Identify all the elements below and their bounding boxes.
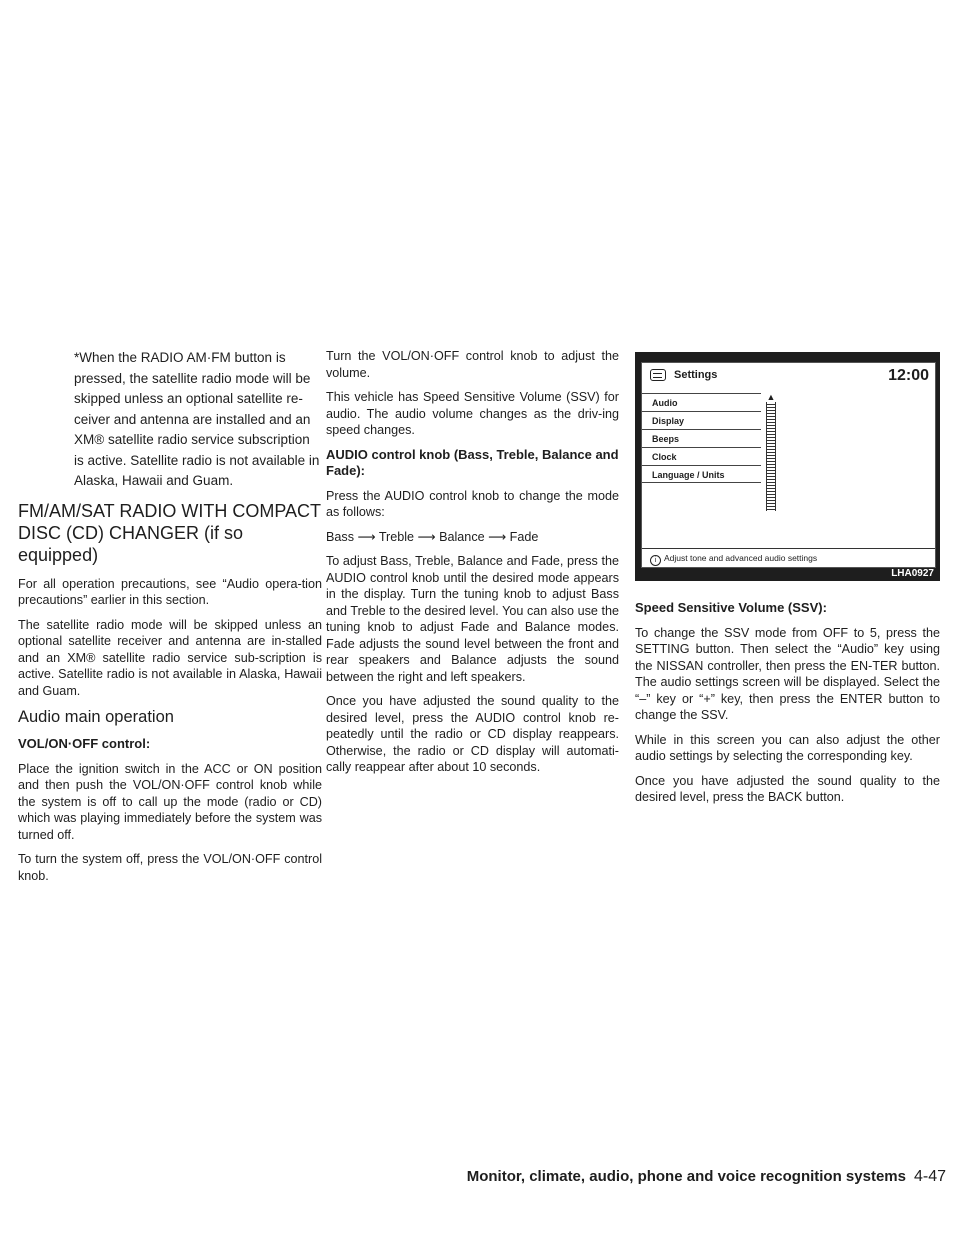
satellite-paragraph: The satellite radio mode will be skipped unless an optional satellite receiver and antenna are in-stalled and an XM® satellite radio service sub-scription is active. Satellite radio is not available in Alaska, Hawaii and Guam. [18,617,322,698]
menu-item-language-units[interactable]: Language / Units [642,465,761,483]
screen-title: Settings [674,369,718,381]
column-middle [326,348,619,784]
vol-control-paragraph: Place the ignition switch in the ACC or ON position and then push the VOL/ON·OFF control knob while the system is off to call up the mode (radio or CD) which was playing immediately before the system was turned off. [18,761,322,842]
scrollbar[interactable] [766,393,776,511]
satellite-note: *When the RADIO AM·FM button is pressed, the satellite radio mode will be skipped unless an optional satellite re-ceiver and antenna are installed and an XM® satellite radio service subscription is active. Satellite radio is not available in Alaska, Hawaii and Guam. [74,350,320,488]
settings-menu-icon [650,369,666,381]
menu-item-display[interactable]: Display [642,411,761,429]
mode-change-paragraph: Press the AUDIO control knob to change the mode as follows: [326,488,619,519]
section-heading: FM/AM/SAT RADIO WITH COMPACT DISC (CD) CHANGER (if so equipped) [18,500,321,565]
scroll-up-arrow-icon[interactable]: ▲ [766,392,776,402]
settings-screen-figure [635,352,940,581]
screen-header [642,363,935,389]
screen-hint-text: Adjust tone and advanced audio settings [664,553,818,563]
column-right [635,600,940,814]
info-icon: i [650,555,661,566]
column-left [18,348,322,892]
subsection-heading: Audio main operation [18,708,174,726]
turn-off-paragraph: To turn the system off, press the VOL/ON·OFF control knob. [18,852,322,883]
back-button-paragraph: Once you have adjusted the sound quality to the desired level, press the BACK button. [635,773,940,804]
menu-item-clock[interactable]: Clock [642,447,761,465]
figure-label: LHA0927 [891,568,934,579]
ssv-change-paragraph: To change the SSV mode from OFF to 5, press the SETTING button. Then select the “Audio” key using the NISSAN controller, then press the EN-TER button. The audio settings screen will be displayed. Select the “–” key or “+” key, then press the ENTER button to change the SSV. [635,625,940,722]
ssv-title: Speed Sensitive Volume (SSV): [635,600,827,615]
screen-clock: 12:00 [888,367,929,384]
precautions-paragraph: For all operation precautions, see “Audio opera-tion precautions” earlier in this section. [18,576,322,607]
adjust-paragraph: To adjust Bass, Treble, Balance and Fade, press the AUDIO control knob until the desired mode appears in the display. Turn the tuning knob to adjust Bass and Treble to the desired level. You can also use the tuning knob to adjust Fade and Balance modes. Fade adjusts the sound level between the front and rear speakers and Balance adjusts the sound between the right and left speakers. [326,554,619,684]
settings-menu [642,393,761,483]
page-footer [0,1168,946,1186]
reappear-paragraph: Once you have adjusted the sound quality to the desired level, press the AUDIO control knob re-peatedly until the radio or CD display reappears. Otherwise, the radio or CD display will automati-cally reappear after about 10 seconds. [326,694,619,774]
settings-screen [641,362,936,568]
menu-item-audio[interactable]: Audio [642,393,761,411]
footer-section-title: Monitor, climate, audio, phone and voice recognition systems [466,1168,906,1185]
vol-control-title: VOL/ON·OFF control: [18,736,151,751]
audio-knob-title: AUDIO control knob (Bass, Treble, Balance and Fade): [326,446,619,478]
mode-sequence: Bass ⟶ Treble ⟶ Balance ⟶ Fade [326,529,539,544]
screen-hint-bar [642,548,935,567]
menu-item-beeps[interactable]: Beeps [642,429,761,447]
volume-paragraph: Turn the VOL/ON·OFF control knob to adjust the volume. [326,349,619,380]
page-number: 4-47 [913,1168,946,1185]
other-settings-paragraph: While in this screen you can also adjust the other audio settings by selecting the corresponding key. [635,732,940,763]
ssv-intro-paragraph: This vehicle has Speed Sensitive Volume (SSV) for audio. The audio volume changes as the driv-ing speed changes. [326,390,619,437]
